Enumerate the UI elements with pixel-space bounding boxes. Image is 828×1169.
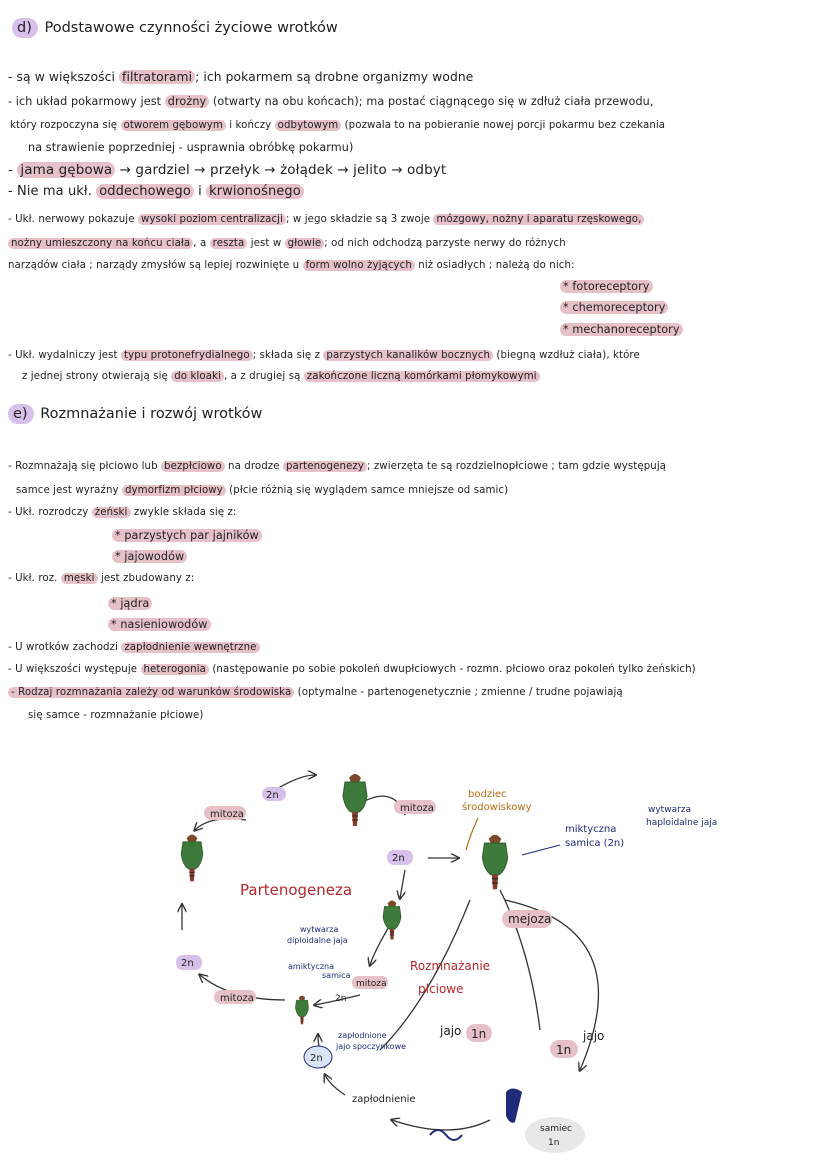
e-line-3-a: - Ukł. rozrodczy [8, 507, 92, 518]
e-line-6-highlight: heterogonia [141, 664, 210, 675]
e-line-1-c: ; zwierzęta te są rozdzielnopłciowe ; tam gdzie występują [366, 461, 667, 472]
label-partenogeneza: Partenogeneza [240, 881, 353, 899]
rotifer-inner [383, 901, 401, 940]
e-line-1-highlight-1: bezpłciowo [161, 461, 225, 472]
amiktyczna-1: amiktyczna [288, 962, 334, 971]
d-line-3-c: (pozwala to na pobieranie nowej porcji pokarmu bez czekania [341, 120, 666, 131]
d-line-3-highlight-1: otworem gębowym [121, 120, 226, 131]
d-line-8-highlight-1: nożny umieszczony na końcu ciała [8, 238, 193, 249]
n2d: 2n [335, 994, 347, 1004]
d-line-11-highlight-1: do kloaki [171, 371, 224, 382]
d-line-8-highlight-2: reszta [210, 238, 248, 249]
d-line-8-b: jest w [247, 238, 285, 249]
d-line-6-a: - Nie ma ukł. [8, 184, 97, 199]
d-line-11-b: , a z drugiej są [224, 371, 304, 382]
zaplodnione-1: zapłodnione [338, 1031, 387, 1040]
mitoza-3: mitoza [220, 993, 254, 1004]
d-line-2-b: (otwarty na obu końcach); ma postać ciągnącego się w zdłuż ciała przewodu, [209, 95, 654, 108]
bodziec-1: bodziec [468, 789, 507, 800]
n1b: 1n [556, 1043, 572, 1057]
mejoza: mejoza [508, 912, 552, 926]
d-line-5-a: - [8, 162, 18, 178]
d-line-9-highlight: form wolno żyjących [303, 260, 415, 271]
d-line-2-highlight: drożny [165, 95, 209, 108]
e-line-4-a: - Ukł. roz. [8, 573, 61, 584]
d-line-8-highlight-3: głowie [285, 238, 325, 249]
d-line-10-a: - Ukł. wydalniczy jest [8, 350, 121, 361]
n2e: 2n [310, 1053, 323, 1064]
d-line-9-b: niż osiadłych ; należą do nich: [414, 260, 575, 271]
d-line-1-highlight: filtratorami [119, 70, 195, 84]
e-line-4-b: jest zbudowany z: [97, 573, 195, 584]
e-line-1-highlight-2: partenogenezy [283, 461, 367, 472]
e-line-7-a: (optymalne - partenogenetycznie ; zmienne / trudne pojawiają [294, 687, 623, 698]
e-line-3-highlight: żeński [92, 507, 131, 518]
samiec-2: 1n [548, 1138, 560, 1148]
d-line-3-a: który rozpoczyna się [10, 120, 121, 131]
section-d-title-text: Podstawowe czynności życiowe wrotków [44, 20, 338, 36]
e-line-7-highlight: - Rodzaj rozmnażania zależy od warunków środowiska [8, 687, 294, 698]
jajo-2: jajo [583, 1029, 605, 1043]
d-line-10-b: ; składa się z [252, 350, 324, 361]
receptor-2-text: * chemoreceptory [560, 301, 668, 314]
e-line-6-b: (następowanie po sobie pokoleń dwupłciowych - rozmn. płciowo oraz pokoleń tylko żeńskich) [209, 664, 696, 675]
d-line-10-c: (biegną wzdłuż ciała), które [493, 350, 640, 361]
n2c: 2n [181, 958, 194, 969]
e-line-8: się samce - rozmnażanie płciowe) [28, 710, 204, 721]
miktyczna-line [522, 845, 560, 855]
diploidalne: diploidalne jaja [287, 936, 348, 945]
male-1-text: * jądra [108, 597, 152, 610]
d-line-1-a: - są w większości [8, 70, 120, 84]
d-line-11-highlight-2: zakończone liczną komórkami płomykowymi [304, 371, 540, 382]
mitoza-4: mitoza [356, 979, 387, 989]
d-line-3-b: i kończy [225, 120, 275, 131]
e-line-2-b: (płcie różnią się wyglądem samce mniejsze od samic) [225, 485, 509, 496]
female-2-text: * jajowodów [112, 550, 187, 563]
d-line-6-highlight-2: krwionośnego [206, 184, 304, 199]
d-line-3-highlight-2: odbytowym [275, 120, 342, 131]
d-line-7-a: - Ukł. nerwowy pokazuje [8, 214, 138, 225]
haploidalne: haploidalne jaja [646, 818, 718, 828]
bodziec-2: środowiskowy [462, 802, 532, 813]
e-line-2-a: samce jest wyraźny [16, 485, 122, 496]
e-line-6-a: - U większości występuje [8, 664, 141, 675]
arrow-mitoza-left [195, 819, 246, 830]
arrow-inner-down [370, 925, 390, 965]
label-plciowe: płciowe [418, 982, 464, 996]
d-line-10-highlight-1: typu protonefrydialnego [121, 350, 253, 361]
n2b: 2n [392, 853, 405, 864]
e-line-4-highlight: męski [61, 573, 98, 584]
n2a: 2n [266, 790, 279, 801]
d-line-6-highlight-1: oddechowego [96, 184, 194, 199]
e-line-1-a: - Rozmnażają się płciowo lub [8, 461, 162, 472]
section-e-letter: e) [8, 404, 34, 424]
receptor-1-text: * fotoreceptory [560, 280, 653, 293]
d-line-7-b: ; w jego składzie są 3 zwoje [286, 214, 434, 225]
d-line-1-b: ; ich pokarmem są drobne organizmy wodne [195, 70, 474, 84]
d-line-5-highlight: jama gębowa [17, 162, 115, 178]
rotifer-amictic [295, 996, 308, 1025]
male-2-text: * nasieniowodów [108, 618, 211, 631]
wytwarza-2: wytwarza [300, 925, 339, 934]
d-line-9-a: narządów ciała ; narządy zmysłów są lepiej rozwinięte u [8, 260, 303, 271]
male-rotifer [506, 1089, 522, 1123]
rotifer-mictic [482, 835, 507, 890]
receptor-3-text: * mechanoreceptory [560, 323, 683, 336]
d-line-7-highlight-2: mózgowy, nożny i aparatu rzęskowego, [433, 214, 644, 225]
n1a: 1n [471, 1027, 487, 1041]
miktyczna-2: samica (2n) [565, 838, 625, 849]
d-line-5-b: → gardziel → przełyk → żołądek → jelito → odbyt [115, 162, 447, 178]
d-line-10-highlight-2: parzystych kanalików bocznych [323, 350, 493, 361]
d-line-8-c: ; od nich odchodzą parzyste nerwy do różnych [324, 238, 566, 249]
d-line-7-highlight-1: wysoki poziom centralizacji [138, 214, 286, 225]
d-line-11-a: z jednej strony otwierają się [22, 371, 172, 382]
d-line-2-a: - ich układ pokarmowy jest [8, 95, 165, 108]
arrow-to-egg [325, 1075, 345, 1095]
mitoza-1: mitoza [210, 809, 244, 820]
samiec-1: samiec [540, 1124, 572, 1134]
e-line-3-b: zwykle składa się z: [130, 507, 237, 518]
mitoza-2: mitoza [400, 803, 434, 814]
section-e-title-text: Rozmnażanie i rozwój wrotków [40, 406, 263, 422]
d-line-6-b: i [193, 184, 207, 199]
female-1-text: * parzystych par jajników [112, 529, 262, 542]
bodziec-arrow [466, 818, 478, 850]
zaplodnienie: zapłodnienie [352, 1094, 416, 1105]
section-d-letter: d) [12, 18, 38, 38]
e-line-1-b: na drodze [224, 461, 283, 472]
e-line-2-highlight: dymorfizm płciowy [122, 485, 226, 496]
arrow-down [400, 870, 405, 898]
amiktyczna-2: samica [322, 971, 351, 980]
wytwarza-1: wytwarza [648, 805, 692, 815]
e-line-5-highlight: zapłodnienie wewnętrzne [121, 642, 259, 653]
rotifer-top [343, 774, 367, 826]
rotifer-left [181, 835, 203, 882]
d-line-4: na strawienie poprzedniej - usprawnia obróbkę pokarmu) [28, 141, 354, 154]
jajo-1: jajo [440, 1024, 462, 1038]
e-line-5-a: - U wrotków zachodzi [8, 642, 122, 653]
sperm-squiggle [430, 1130, 462, 1140]
label-rozmnazanie: Rozmnażanie [410, 959, 491, 973]
arrow-zaplodnienie [392, 1120, 490, 1130]
zaplodnione-2: jajo spoczynkowe [336, 1042, 407, 1051]
d-line-8-a: , a [193, 238, 210, 249]
miktyczna-1: miktyczna [565, 824, 617, 835]
